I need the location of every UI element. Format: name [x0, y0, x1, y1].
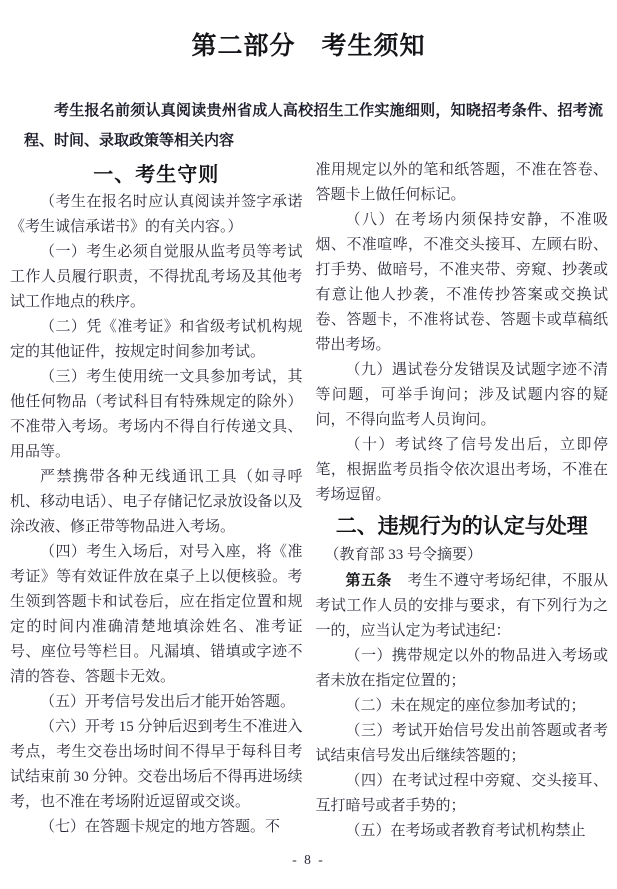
page-number: - 8 -	[292, 852, 325, 867]
column-left	[10, 158, 303, 844]
paragraph: （十）考试终了信号发出后，立即停笔，根据监考员指令依次退出考场，不准在考场逗留。	[315, 437, 608, 503]
intro-paragraph: 考生报名前须认真阅读贵州省成人高校招生工作实施细则，知晓招考条件、招考流程、时间、录取政策等相关内容	[24, 103, 603, 149]
two-column-body	[10, 158, 608, 844]
article-five-label: 第五条	[345, 572, 392, 589]
article-five-paragraph	[316, 568, 609, 644]
paragraph: （七）在答题卡规定的地方答题。不	[40, 819, 281, 835]
paragraph: （五）在考场或者教育考试机构禁止	[345, 823, 586, 839]
column-right	[316, 158, 609, 844]
article-five-text: 考生不遵守考场纪律，不服从考试工作人员的安排与要求，有下列行为之一的，应当认定为考试违纪：	[315, 573, 608, 639]
section-heading-candidate-rules: 一、考生守则	[93, 164, 220, 186]
page-title: 第二部分 考生须知	[191, 32, 426, 60]
paragraph: （三）考试开始信号发出前答题或者考试结束信号发出后继续答题的；	[315, 723, 608, 764]
paragraph: （考生在报名时应认真阅读并签字承诺《考生诚信承诺书》的有关内容。）	[10, 194, 303, 235]
section-heading-violations: 二、违规行为的认定与处理	[335, 515, 588, 538]
paragraph: （一）携带规定以外的物品进入考场或者未放在指定位置的；	[315, 648, 608, 689]
paragraph: （二）凭《准考证》和省级考试机构规定的其他证件，按规定时间参加考试。	[10, 319, 303, 360]
paragraph: （五）开考信号发出后才能开始答题。	[40, 694, 296, 710]
paragraph-continuation: 准用规定以外的笔和纸答题，不准在答卷、答题卡上做任何标记。	[315, 162, 608, 203]
paragraph: （四）在考试过程中旁窥、交头接耳、互打暗号或者手势的；	[315, 773, 608, 814]
paragraph: （三）考生使用统一文具参加考试，其他任何物品（考试科目有特殊规定的除外）不准带入考场。考场内不得自行传递文具、用品等。	[10, 369, 303, 460]
paragraph: （二）未在规定的座位参加考试的；	[345, 698, 586, 714]
paragraph: （四）考生入场后，对号入座，将《准考证》等有效证件放在桌子上以便核验。考生领到答题卡和试卷后，应在指定位置和规定的时间内准确清楚地填涂姓名、准考证号、座位号等栏目。凡漏填、错填或字迹不清的答卷、答题卡无效。	[10, 544, 303, 685]
paragraph: （六）开考 15 分钟后迟到考生不准进入考点，考生交卷出场时间不得早于每科目考试结束前 30 分钟。交卷出场后不得再进场续考，也不准在考场附近逗留或交谈。	[10, 719, 303, 810]
paragraph: （九）遇试卷分发错误及试题字迹不清等问题，可举手询问；涉及试题内容的疑问，不得向监考人员询问。	[315, 362, 608, 428]
source-note: （教育部 33 号令摘要）	[324, 547, 483, 563]
paragraph: （八）在考场内须保持安静，不准吸烟、不准喧哗，不准交头接耳、左顾右盼、打手势、做暗号，不准夹带、旁窥、抄袭或有意让他人抄袭，不准传抄答案或交换试卷、答题卡，不准将试卷、答题卡或草稿纸带出考场。	[315, 212, 608, 353]
paragraph: 严禁携带各种无线通讯工具（如寻呼机、移动电话）、电子存储记忆录放设备以及涂改液、修正带等物品进入考场。	[10, 469, 303, 535]
paragraph: （一）考生必须自觉服从监考员等考试工作人员履行职责，不得扰乱考场及其他考试工作地点的秩序。	[10, 244, 303, 310]
